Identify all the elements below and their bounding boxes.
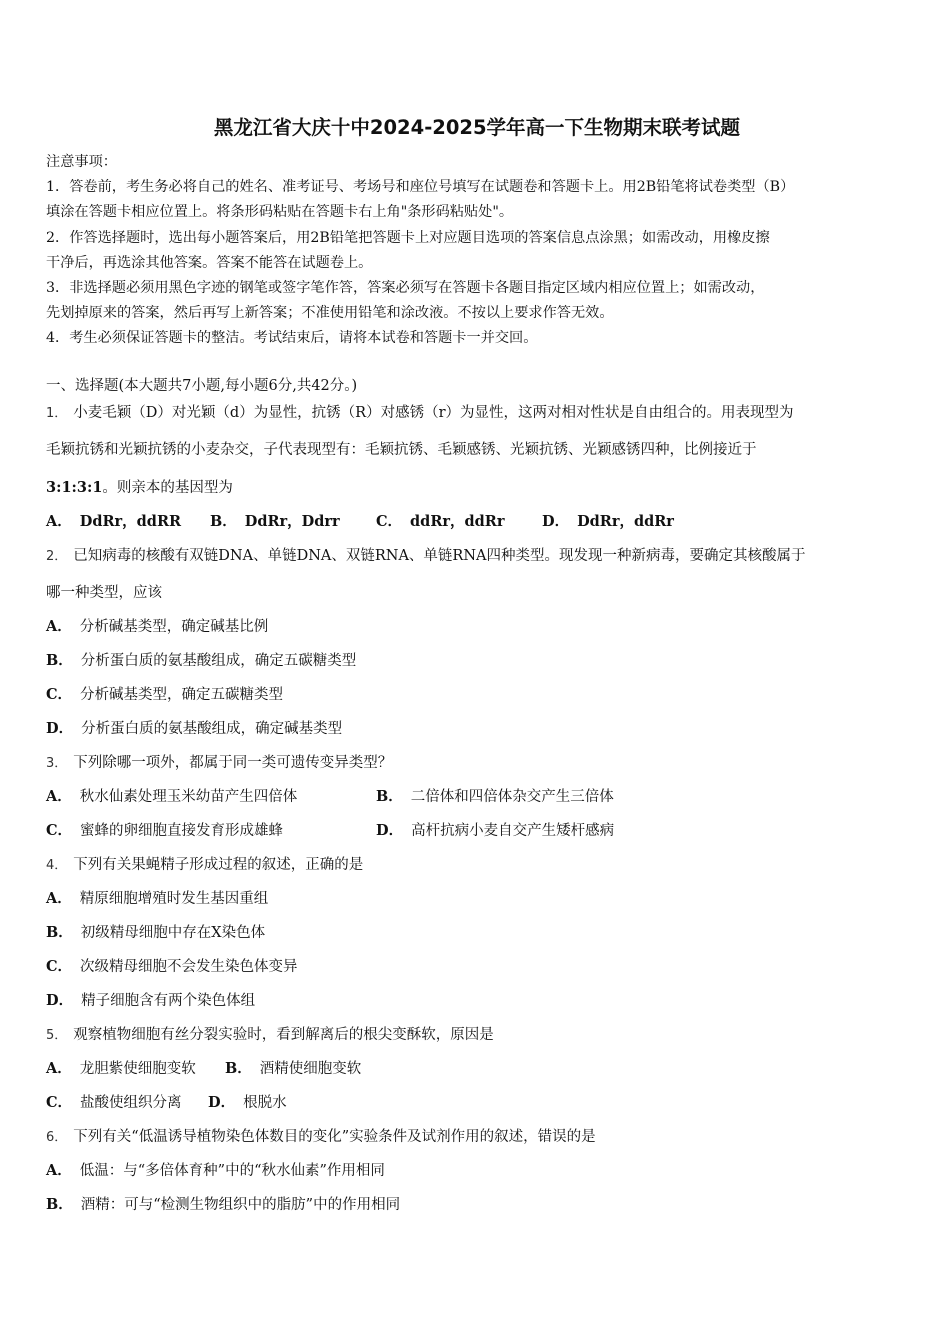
option-text: 龙胆紫使细胞变软 [79, 1061, 196, 1077]
option-label: D． [542, 513, 570, 530]
option-label: D． [208, 1094, 236, 1111]
option-label: A． [46, 788, 72, 805]
question-1-line-2: 毛颖抗锈和光颖抗锈的小麦杂交，子代表现型有：毛颖抗锈、毛颖感锈、光颖抗锈、光颖感锈四种，比例接近于 [46, 442, 757, 458]
option-b[interactable] [46, 1193, 400, 1214]
question-number: 1． [46, 406, 68, 421]
notice-line: 2．作答选择题时，选出每小题答案后，用2B铅笔把答题卡上对应题目选项的答案信息点涂黑；如需改动，用橡皮擦 [46, 229, 770, 246]
option-label: B． [46, 924, 73, 941]
option-label: A． [46, 890, 72, 907]
notice-line: 干净后，再选涂其他答案。答案不能答在试题卷上。 [46, 254, 373, 271]
option-b[interactable] [376, 785, 614, 806]
question-number: 3． [46, 756, 68, 771]
question-1-line-3 [46, 476, 233, 497]
notice-line: 3．非选择题必须用黑色字迹的钢笔或签字笔作答，答案必须写在答题卡各题目指定区域内相应位置上；如需改动， [46, 280, 765, 297]
option-b[interactable] [225, 1057, 361, 1078]
notice-line: 填涂在答题卡相应位置上。将条形码粘贴在答题卡右上角"条形码粘贴处"。 [46, 204, 514, 221]
option-text: 酒精使细胞变软 [259, 1061, 362, 1077]
option-d[interactable] [46, 717, 342, 738]
question-2 [46, 544, 806, 565]
question-6 [46, 1125, 596, 1146]
option-label: D． [46, 992, 74, 1009]
option-a[interactable] [46, 785, 297, 806]
option-text: 分析碱基类型，确定碱基比例 [79, 619, 269, 635]
option-label: B． [210, 513, 237, 530]
question-3 [46, 751, 392, 772]
option-label: C． [46, 958, 73, 975]
option-label: C． [46, 1094, 73, 1111]
option-d[interactable] [46, 989, 255, 1010]
question-4 [46, 853, 363, 874]
notice-heading: 注意事项： [46, 154, 117, 170]
option-text: 分析蛋白质的氨基酸组成，确定碱基类型 [81, 721, 343, 737]
option-d[interactable] [376, 819, 614, 840]
option-a[interactable] [46, 1057, 196, 1078]
ratio-text: 3:1:3:1 [46, 479, 103, 496]
option-c[interactable] [46, 1091, 182, 1112]
option-text: 精子细胞含有两个染色体组 [81, 993, 256, 1009]
option-label: B． [376, 788, 403, 805]
option-b[interactable] [46, 921, 265, 942]
question-number: 2． [46, 549, 68, 564]
option-text: 蜜蜂的卵细胞直接发育形成雄蜂 [80, 823, 284, 839]
option-a[interactable] [46, 510, 181, 531]
option-d[interactable] [542, 510, 674, 531]
question-text: 已知病毒的核酸有双链DNA、单链DNA、双链RNA、单链RNA四种类型。现发现一种新病毒，要确定其核酸属于 [73, 548, 806, 564]
option-text: ddRr，ddRr [410, 513, 505, 530]
option-text: DdRr，ddRr [577, 513, 674, 530]
option-d[interactable] [208, 1091, 287, 1112]
option-label: C． [46, 822, 73, 839]
option-c[interactable] [46, 955, 298, 976]
option-c[interactable] [376, 510, 504, 531]
option-label: D． [46, 720, 74, 737]
option-label: B． [46, 652, 73, 669]
question-number: 4． [46, 858, 68, 873]
option-label: A． [46, 1162, 72, 1179]
notice-block [46, 150, 908, 352]
option-label: A． [46, 513, 72, 530]
option-text: 低温：与“多倍体育种”中的“秋水仙素”作用相同 [79, 1163, 385, 1179]
page-title: 黑龙江省大庆十中2024-2025学年高一下生物期末联考试题 [213, 116, 741, 139]
question-number: 6． [46, 1130, 68, 1145]
option-c[interactable] [46, 683, 283, 704]
option-text: 秋水仙素处理玉米幼苗产生四倍体 [79, 789, 298, 805]
option-c[interactable] [46, 819, 283, 840]
option-text: 高杆抗病小麦自交产生矮杆感病 [411, 823, 615, 839]
option-text: 分析蛋白质的氨基酸组成，确定五碳糖类型 [80, 653, 357, 669]
option-a[interactable] [46, 1159, 385, 1180]
option-label: C． [376, 513, 403, 530]
option-text: DdRr，Ddrr [244, 513, 340, 530]
option-label: B． [46, 1196, 73, 1213]
question-text: 下列除哪一项外，都属于同一类可遗传变异类型？ [73, 755, 393, 771]
option-text: 盐酸使组织分离 [80, 1095, 182, 1111]
option-text: 次级精母细胞不会发生染色体变异 [80, 959, 298, 975]
question-text: 。则亲本的基因型为 [102, 480, 233, 496]
notice-line: 先划掉原来的答案，然后再写上新答案；不准使用铅笔和涂改液。不按以上要求作答无效。 [46, 305, 614, 322]
question-text: 观察植物细胞有丝分裂实验时，看到解离后的根尖变酥软，原因是 [73, 1027, 494, 1043]
option-label: A． [46, 618, 72, 635]
option-label: C． [46, 686, 73, 703]
question-number: 5． [46, 1028, 68, 1043]
question-text: 下列有关“低温诱导植物染色体数目的变化”实验条件及试剂作用的叙述，错误的是 [73, 1129, 596, 1145]
option-label: B． [225, 1060, 252, 1077]
option-a[interactable] [46, 615, 268, 636]
question-text: 小麦毛颖（D）对光颖（d）为显性，抗锈（R）对感锈（r）为显性，这两对相对性状是自由组合的。用表现型为 [73, 405, 794, 421]
option-text: 酒精：可与“检测生物组织中的脂肪”中的作用相同 [80, 1197, 401, 1213]
question-5 [46, 1023, 494, 1044]
option-a[interactable] [46, 887, 268, 908]
section-heading: 一、选择题(本大题共7小题,每小题6分,共42分。) [46, 378, 358, 394]
option-b[interactable] [210, 510, 340, 531]
option-text: DdRr，ddRR [79, 513, 182, 530]
option-label: D． [376, 822, 404, 839]
option-text: 根脱水 [243, 1095, 287, 1111]
notice-line: 1．答卷前，考生务必将自己的姓名、准考证号、考场号和座位号填写在试题卷和答题卡上。用2B铅笔将试卷类型（B） [46, 179, 795, 196]
option-text: 二倍体和四倍体杂交产生三倍体 [410, 789, 614, 805]
question-text: 下列有关果蝇精子形成过程的叙述，正确的是 [73, 857, 364, 873]
question-2-line-2: 哪一种类型，应该 [46, 585, 162, 601]
notice-line: 4．考生必须保证答题卡的整洁。考试结束后，请将本试卷和答题卡一并交回。 [46, 330, 538, 347]
option-text: 初级精母细胞中存在X染色体 [80, 925, 266, 941]
option-text: 精原细胞增殖时发生基因重组 [79, 891, 269, 907]
option-text: 分析碱基类型，确定五碳糖类型 [80, 687, 284, 703]
option-b[interactable] [46, 649, 356, 670]
question-1 [46, 401, 794, 422]
option-label: A． [46, 1060, 72, 1077]
